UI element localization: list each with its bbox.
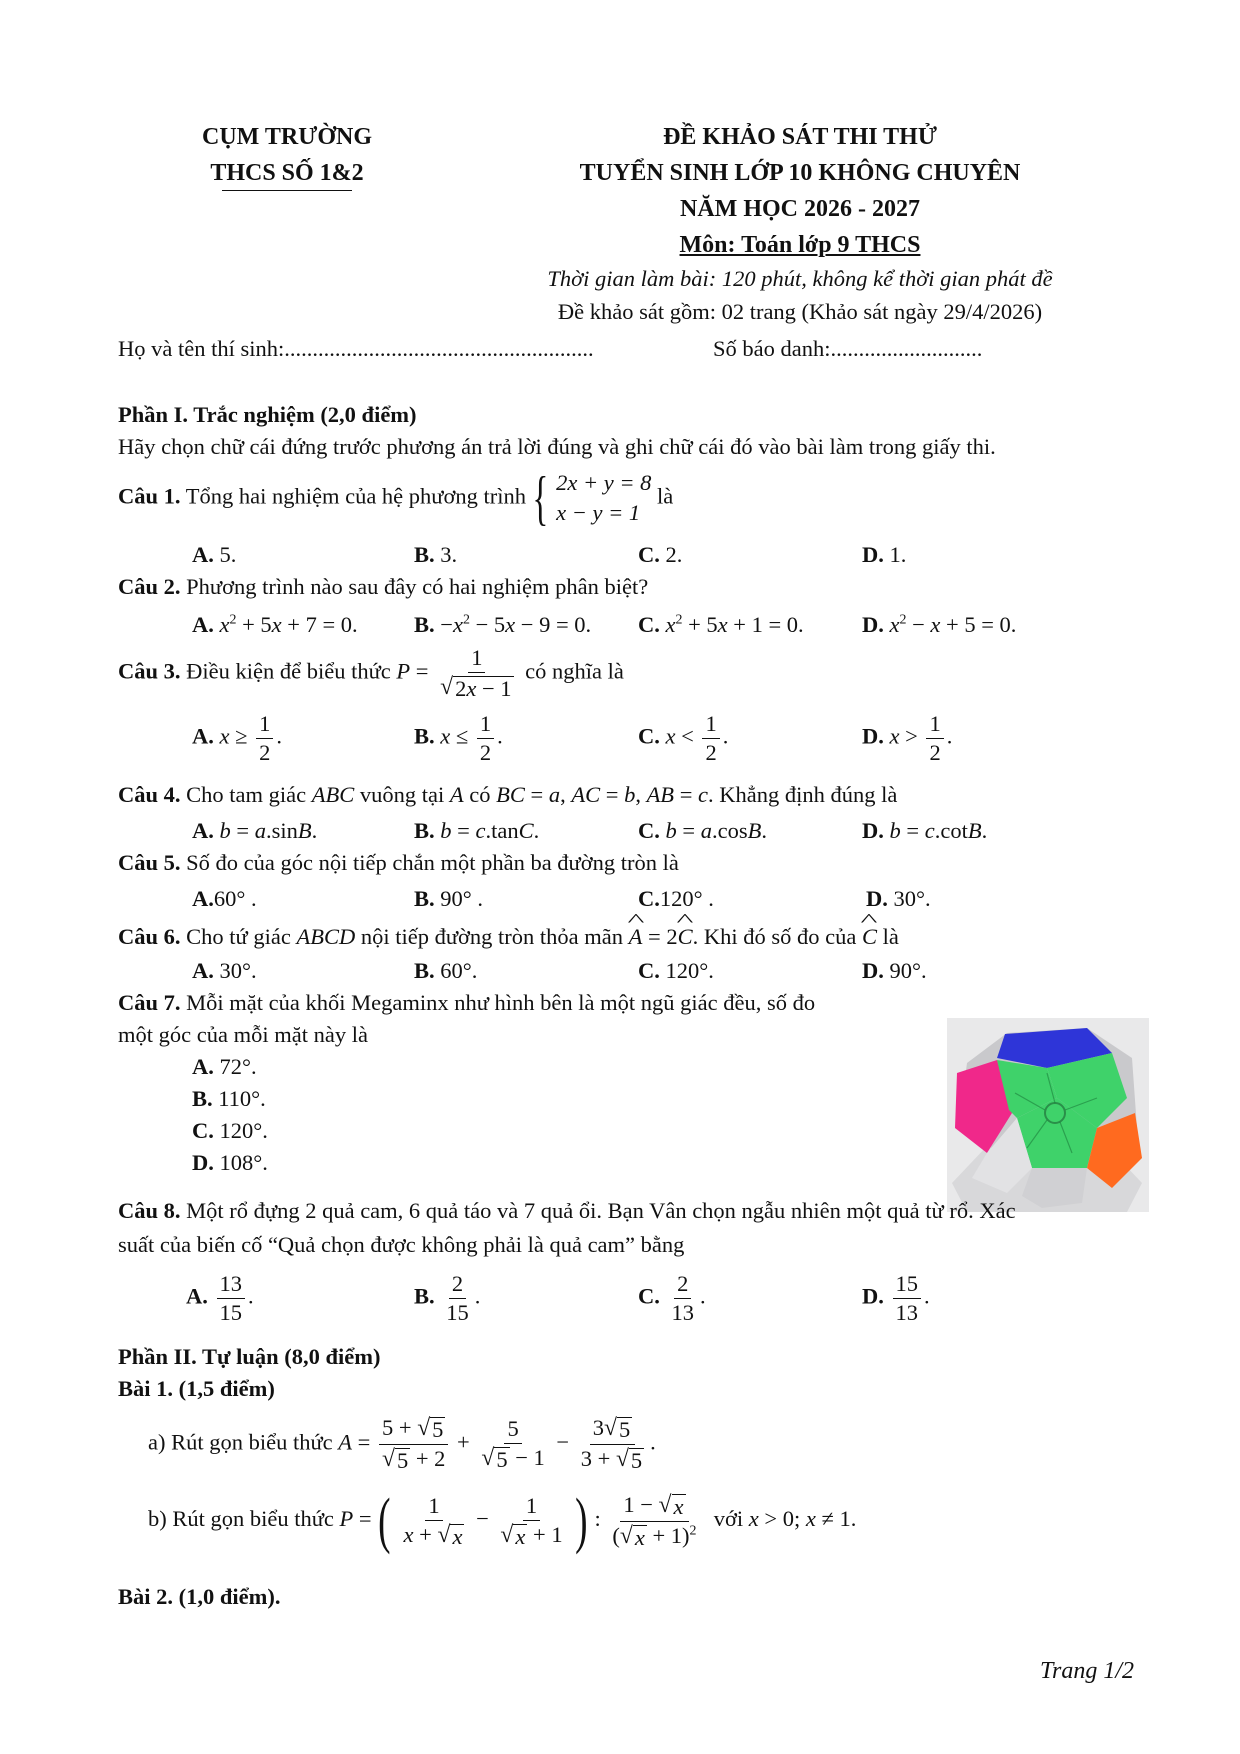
question-label: Câu 2.: [118, 574, 181, 599]
question-1: [118, 465, 674, 532]
school-year: NĂM HỌC 2026 - 2027: [680, 196, 920, 222]
question-5: [118, 850, 679, 876]
q2-option-b: B. $-x^2 - 5x - 9 = 0$.: [414, 612, 592, 637]
q2-option-a: A. $x^2 + 5x + 7 = 0$.: [192, 612, 358, 637]
question-text: Cho tam giác: [186, 782, 307, 807]
q1-option-c: C. 2.: [638, 542, 683, 567]
brace-icon: {: [532, 465, 548, 532]
megaminx-image: [947, 1018, 1149, 1212]
q4-option-d: D. b = c.cotB.: [862, 818, 988, 843]
question-text: Mỗi mặt của khối Megaminx như hình bên là một ngũ giác đều, số đo: [186, 990, 816, 1015]
part1-instruction: Hãy chọn chữ cái đứng trước phương án trả lời đúng và ghi chữ cái đó vào bài làm trong giấy thi.: [118, 434, 996, 459]
q3-option-b: B. x ≤ $\frac{1}{2}$ .: [414, 711, 503, 765]
time-limit: Thời gian làm bài: 120 phút, không kể thời gian phát đề: [547, 266, 1053, 291]
q2-option-c: C. $x^2 + 5x + 1 = 0$.: [638, 612, 804, 637]
q6-option-a: A. 30°.: [192, 958, 257, 983]
q7-option-c: C. 120°.: [192, 1118, 268, 1143]
question-text: Điều kiện để biểu thức: [186, 658, 391, 684]
question-label: Câu 7.: [118, 990, 181, 1015]
exercise-text: a) Rút gọn biểu thức: [148, 1429, 333, 1455]
q6-option-d: D. 90°.: [862, 958, 927, 983]
question-8-line2: suất của biến cố “Quả chọn được không phải là quả cam” bằng: [118, 1232, 685, 1257]
question-7: [118, 990, 815, 1016]
question-label: Câu 6.: [118, 924, 181, 949]
question-tail: có nghĩa là: [525, 658, 624, 684]
q4-option-c: C. b = a.cosB.: [638, 818, 767, 843]
page-number: Trang 1/2: [1040, 1658, 1135, 1684]
q5-option-d: D. 30°.: [866, 886, 931, 911]
q7-option-d: D. 108°.: [192, 1150, 268, 1175]
exam-title: ĐỀ KHẢO SÁT THI THỬ: [663, 124, 937, 150]
subject: Môn: Toán lớp 9 THCS: [679, 232, 921, 258]
q7-option-a: A. 72°.: [192, 1054, 257, 1079]
q6-option-c: C. 120°.: [638, 958, 714, 983]
question-text: Cho tứ giác: [186, 924, 291, 949]
q3-option-a: A. x ≥ $\frac{1}{2}$ .: [192, 711, 282, 765]
question-label: Câu 5.: [118, 850, 181, 875]
question-7-line2: một góc của mỗi mặt này là: [118, 1022, 368, 1047]
school-group: CỤM TRƯỜNG: [202, 124, 372, 150]
equation-1: 2x + y = 8: [556, 470, 652, 495]
exam-subtitle: TUYỂN SINH LỚP 10 KHÔNG CHUYÊN: [579, 160, 1021, 186]
exercise-1b: b) Rút gọn biểu thức P = ( 1 x + √ x − 1 √ x + 1 ) : 1 − √ x ( √ x + 1)$^2$ với x > 0; x ≠ 1.: [148, 1487, 857, 1555]
q8-option-c: C. $\frac{2}{13}$ .: [638, 1271, 706, 1325]
question-2: [118, 574, 648, 600]
part1-title: Phần I. Trắc nghiệm (2,0 điểm): [118, 402, 417, 427]
exercise-tail: với: [713, 1506, 744, 1532]
fraction: 1 √ 2x − 1: [440, 645, 512, 701]
q5-option-b: B. 90° .: [414, 886, 484, 911]
question-text: Tổng hai nghiệm của hệ phương trình: [185, 483, 527, 509]
question-label: Câu 4.: [118, 782, 181, 807]
question-8: [118, 1198, 1016, 1224]
exercise-1a: a) Rút gọn biểu thức A = 5 + √ 5 √ 5 + 2 + 5 √ 5 − 1 − 3 √ 5 3 + √ 5 .: [148, 1415, 656, 1473]
q8-option-a: A. $\frac{13}{15}$ .: [186, 1271, 254, 1325]
q3-option-d: D. x > $\frac{1}{2}$ .: [862, 711, 953, 765]
q2-option-d: D. $x^2 - x + 5 = 0$.: [862, 612, 1017, 637]
student-name-field: Họ và tên thí sinh:.......................................................: [118, 336, 594, 361]
exercise-2-title: Bài 2. (1,0 điểm).: [118, 1584, 281, 1609]
question-text-3: . Khi đó số đo của: [692, 924, 857, 949]
q4-option-a: A. b = a.sinB.: [192, 818, 318, 843]
q1-option-a: A. 5.: [192, 542, 237, 567]
question-6: Câu 6. Cho tứ giác ABCD nội tiếp đường tròn thỏa mãn ^ A = 2^ C. Khi đó số đo của ^ C là: [118, 924, 899, 950]
question-text: Một rổ đựng 2 quả cam, 6 quả táo và 7 quả ổi. Bạn Vân chọn ngẫu nhiên một quả từ rổ. Xác: [186, 1198, 1016, 1223]
equation-2: x − y = 1: [556, 500, 641, 526]
exercise-1-title: Bài 1. (1,5 điểm): [118, 1376, 275, 1401]
part2-title: Phần II. Tự luận (8,0 điểm): [118, 1344, 381, 1369]
q1-option-b: B. 3.: [414, 542, 458, 567]
q8-option-b: B. $\frac{2}{15}$ .: [414, 1271, 481, 1325]
page-count: Đề khảo sát gồm: 02 trang (Khảo sát ngày 29/4/2026): [557, 299, 1043, 324]
question-3: Câu 3. Điều kiện để biểu thức P = 1 √ 2x − 1 có nghĩa là: [118, 645, 624, 701]
question-label: Câu 8.: [118, 1198, 181, 1223]
q1-option-d: D. 1.: [862, 542, 907, 567]
q4-option-b: B. b = c.tanC.: [414, 818, 540, 843]
equation-system: [556, 468, 651, 529]
question-text-2: nội tiếp đường tròn thỏa mãn: [360, 924, 624, 949]
question-label: Câu 1.: [118, 483, 181, 509]
question-text-2: vuông tại: [359, 782, 445, 807]
q7-option-b: B. 110°.: [192, 1086, 266, 1111]
question-text: Số đo của góc nội tiếp chắn một phần ba đường tròn là: [186, 850, 679, 875]
question-tail: là: [882, 924, 899, 949]
q6-option-b: B. 60°.: [414, 958, 478, 983]
school-name: THCS SỐ 1&2: [210, 160, 364, 186]
q5-option-a: A.60° .: [192, 886, 257, 911]
q3-option-c: C. x < $\frac{1}{2}$ .: [638, 711, 729, 765]
student-id-field: Số báo danh:...........................: [713, 336, 983, 361]
exercise-text: b) Rút gọn biểu thức: [148, 1506, 334, 1532]
question-4: Câu 4. Cho tam giác ABC vuông tại A có BC = a, AC = b, AB = c. Khẳng định đúng là: [118, 782, 898, 807]
q8-option-d: D. $\frac{15}{13}$ .: [862, 1271, 930, 1325]
q5-option-c: C.120° .: [638, 886, 714, 911]
question-text: Phương trình nào sau đây có hai nghiệm phân biệt?: [186, 574, 649, 599]
question-tail: . Khẳng định đúng là: [708, 782, 898, 807]
school-underline: [222, 190, 352, 191]
question-label: Câu 3.: [118, 658, 181, 684]
question-text-3: có: [469, 782, 491, 807]
question-tail: là: [657, 483, 674, 509]
